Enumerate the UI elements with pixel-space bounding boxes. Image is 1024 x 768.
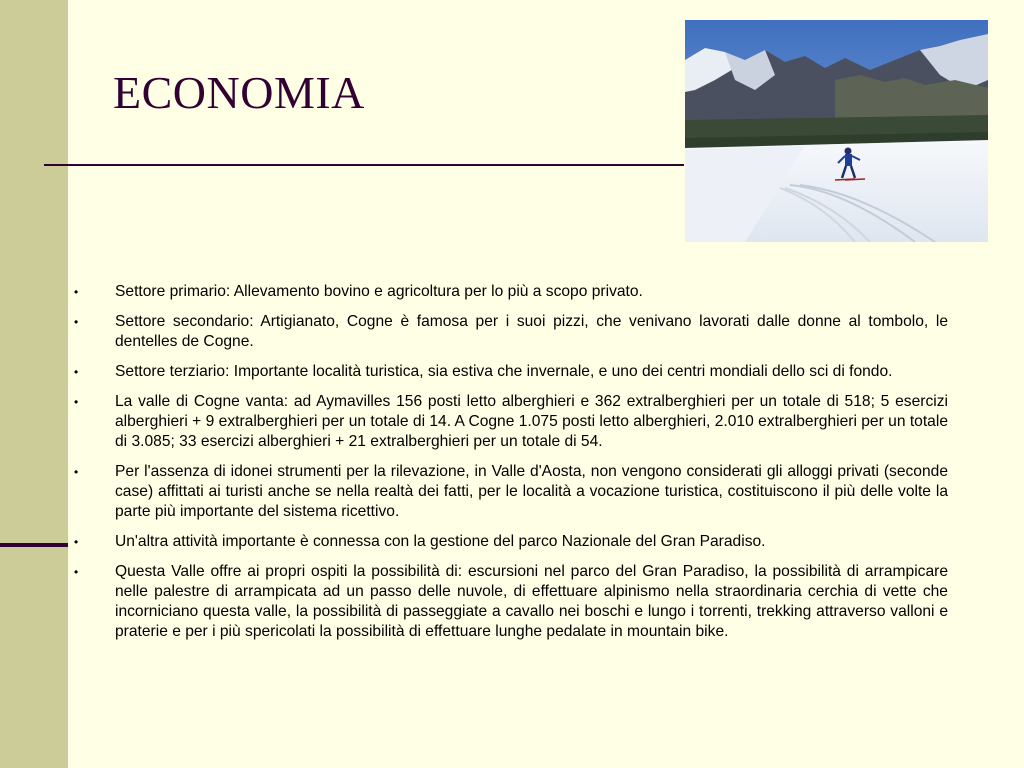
list-item [74,362,948,382]
title-divider [44,164,684,166]
slide-title: ECONOMIA [113,67,365,118]
bullet-dot-icon: • [74,315,79,329]
bullet-dot-icon: • [74,465,79,479]
ski-landscape-photo [685,20,988,242]
side-accent-line [0,543,68,547]
list-item [74,532,948,552]
bullet-text: Per l'assenza di idonei strumenti per la rilevazione, in Valle d'Aosta, non vengono considerati gli alloggi privati (seconde case) affittati ai turisti anche se nella realtà dei fatti, per le località a vocazione turistica, costituiscono il più delle volte la parte più importante del sistema ricettivo. [115,463,948,520]
bullet-text: La valle di Cogne vanta: ad Aymavilles 156 posti letto alberghieri e 362 extralberghieri per un totale di 518; 5 esercizi alberghieri + 9 extralberghieri per un totale di 14. A Cogne 1.075 posti letto alberghieri, 2.010 extralberghieri per un totale di 3.085; 33 esercizi alberghieri + 21 extralberghieri per un totale di 54. [115,393,948,450]
bullet-dot-icon: • [74,285,79,299]
list-item [74,562,948,642]
bullet-text: Settore secondario: Artigianato, Cogne è famosa per i suoi pizzi, che venivano lavorati dalle donne al tombolo, le dentelles de Cogne. [115,313,948,350]
bullet-dot-icon: • [74,395,79,409]
bullet-text: Settore primario: Allevamento bovino e agricoltura per lo più a scopo privato. [115,283,643,300]
bullet-text: Settore terziario: Importante località turistica, sia estiva che invernale, e uno dei centri mondiali dello sci di fondo. [115,363,893,380]
list-item [74,282,948,302]
bullet-dot-icon: • [74,565,79,579]
bullet-list [74,282,948,652]
bullet-dot-icon: • [74,365,79,379]
list-item [74,462,948,522]
list-item [74,392,948,452]
bullet-text: Un'altra attività importante è connessa con la gestione del parco Nazionale del Gran Paradiso. [115,533,766,550]
bullet-text: Questa Valle offre ai propri ospiti la possibilità di: escursioni nel parco del Gran Paradiso, la possibilità di arrampicare nelle palestre di arrampicata ad un passo delle nuvole, di effettuare alpinismo nella straordinaria cerchia di vette che incorniciano questa valle, la possibilità di passeggiate a cavallo nei boschi e lungo i torrenti, trekking attraverso valloni e praterie e per i più spericolati la possibilità di effettuare lunghe pedalate in mountain bike. [115,563,948,640]
list-item [74,312,948,352]
side-decor-bar [0,0,68,768]
bullet-dot-icon: • [74,535,79,549]
